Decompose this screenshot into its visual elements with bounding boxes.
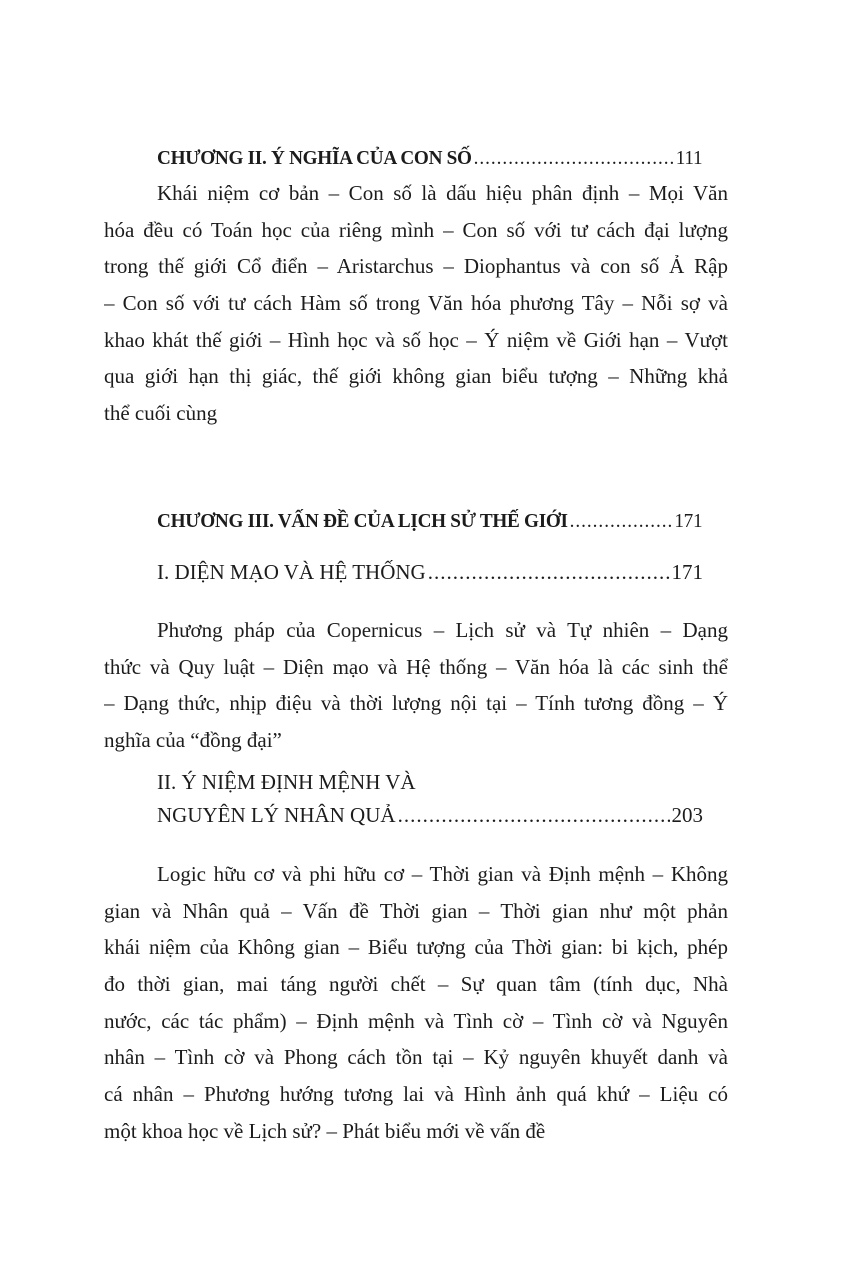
summary-line: – Dạng thức, nhịp điệu và thời lượng nội tại – Tính tương đồng – Ý [104,691,728,716]
page-number: 171 [671,560,703,584]
summary-line: khao khát thế giới – Hình học và số học – Ý niệm về Giới hạn – Vượt [104,327,728,352]
summary-line: trong thế giới Cổ điển – Aristarchus – Diophantus và con số Ả Rập [104,254,728,279]
page-number: 111 [675,147,703,169]
summary-line: cá nhân – Phương hướng tương lai và Hình ảnh quá khứ – Liệu có [104,1082,728,1107]
summary-line: qua giới hạn thị giác, thế giới không gian biểu tượng – Những khả [104,364,728,389]
summary-line: Phương pháp của Copernicus – Lịch sử và Tự nhiên – Dạng [157,618,728,642]
section-title-line: II. Ý NIỆM ĐỊNH MỆNH VÀ [157,770,416,794]
chapter-summary [104,175,728,432]
chapter-title: CHƯƠNG II. Ý NGHĨA CỦA CON SỐ [157,147,472,169]
summary-line: Logic hữu cơ và phi hữu cơ – Thời gian và Định mệnh – Không [157,862,728,886]
summary-line: đo thời gian, mai táng người chết – Sự quan tâm (tính dục, Nhà [104,972,728,997]
section-title: I. DIỆN MẠO VÀ HỆ THỐNG [157,560,426,584]
summary-line: nhân – Tình cờ và Phong cách tồn tại – Kỷ nguyên khuyết danh và [104,1045,728,1070]
dot-leader [398,800,670,830]
section-summary [104,856,728,1150]
summary-line: một khoa học về Lịch sử? – Phát biểu mới về vấn đề [104,1118,546,1143]
summary-line: nước, các tác phẩm) – Định mệnh và Tình cờ – Tình cờ và Nguyên [104,1008,728,1033]
summary-line: nghĩa của “đồng đại” [104,728,282,753]
toc-entry-section-2 [157,800,703,830]
dot-leader [474,143,674,173]
summary-line: hóa đều có Toán học của riêng mình – Con số với tư cách đại lượng [104,217,728,242]
toc-entry-chapter-2 [157,143,702,173]
chapter-title: CHƯƠNG III. VẤN ĐỀ CỦA LỊCH SỬ THẾ GIỚI [157,510,568,532]
summary-line: khái niệm của Không gian – Biểu tượng của Thời gian: bi kịch, phép [104,935,728,960]
summary-line: gian và Nhân quả – Vấn đề Thời gian – Thời gian như một phản [104,898,728,923]
summary-line: Khái niệm cơ bản – Con số là dấu hiệu phân định – Mọi Văn [157,181,728,205]
summary-line: – Con số với tư cách Hàm số trong Văn hóa phương Tây – Nỗi sợ và [104,291,728,316]
toc-entry-section-1 [157,557,703,587]
summary-line: thể cuối cùng [104,401,218,426]
page-number: 171 [674,510,703,532]
section-summary [104,612,728,759]
toc-entry-chapter-3 [157,506,702,536]
dot-leader [428,557,670,587]
summary-line: thức và Quy luật – Diện mạo và Hệ thống – Văn hóa là các sinh thể [104,654,728,679]
section-title: NGUYÊN LÝ NHÂN QUẢ [157,803,396,827]
page-number: 203 [671,803,703,827]
dot-leader [570,506,673,536]
